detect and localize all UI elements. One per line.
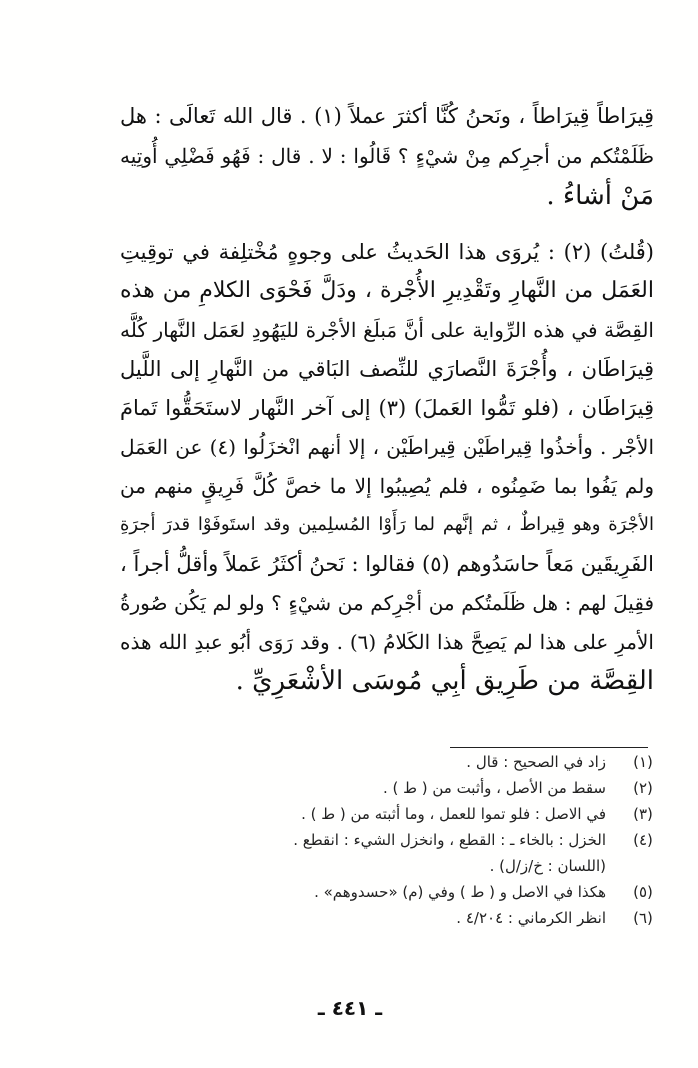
text-line: الأمرِ على هذا لم يَصِحَّ هذا الكَلامُ (٦) . وقد رَوَى أبُو عبدِ الله هذه [120,630,654,654]
footnote-text: سقط من الأصل ، وأثبت من ( ط ) . [382,779,606,797]
text-line: القِصَّة من طَرِيق أبِي مُوسَى الأشْعَرِيِّ . [235,666,654,696]
text-line: ظَلَمْتُكم من أجرِكم مِنْ شيْءٍ ؟ قَالُوا : لا . قال : فَهُو فَضْلِي أُوتِيه [120,144,654,168]
page-number: ـ ٤٤١ ـ [317,996,383,1020]
footnote-text: انظر الكرماني : ٤/٢٠٤ . [456,909,606,927]
text-line: فقِيلَ لهم : هل ظَلَمتُكم من أجْرِكم من شيْءٍ ؟ ولو لم يَكُن صُورةُ [120,591,654,615]
footnote-text: زاد في الصحيح : قال . [466,753,606,771]
footnote-text: الخزل : بالخاء ـ : القطع ، وانخزل الشيء : انقطع . [293,831,606,849]
text-line: الفَرِيقَين مَعاً حاسَدُوهم (٥) فقالوا : نَحنُ أكثَرُ عَملاً وأقلُّ أجراً ، [120,552,655,576]
footnote-number: (١) [633,753,653,771]
footnote-text: في الاصل : فلو تموا للعمل ، وما أثبته من ( ط ) . [301,805,606,823]
text-line: قِيرَاطَان ، وأُجْرَةَ النَّصارَي للنِّصف البَاقي من النَّهارِ إلى اللَّيل [120,357,654,381]
footnote-divider [450,747,648,748]
footnote-number: (٣) [633,805,653,823]
text-line: قِيرَاطَان ، (فلو تَمُّوا العَملَ) (٣) إلى آخر النَّهار لاستَحَقُّوا تَمامَ [120,396,655,420]
text-line: الأجْر . وأخذُوا قِيراطَيْن قِيراطَيْن ، إلا أنهم انْخزَلُوا (٤) عن العَمَل [120,435,654,459]
text-line: الأجْرَة وهو قِيراطٌ ، ثم إنَّهم لما رَأَوْا المُسلِمين وقد استَوفَوْا قدرَ أجرَةِ [120,514,654,535]
text-line: العَمَل من النَّهارِ وتَقْدِيرِ الأُجْرة ، ودَلَّ فَحْوَى الكلامِ من هذه [120,278,654,303]
footnote-number: (٥) [633,883,653,901]
footnote-text: هكذا في الاصل و ( ط ) وفي (م) «حسدوهم» . [314,883,606,901]
footnote-number: (٦) [633,909,653,927]
text-line: مَنْ أشاءُ . [546,181,654,211]
text-line: ولم يَفُوا بما ضَمِنُوه ، فلم يُصِيبُوا إلا ما خصَّ كُلَّ فَرِيقٍ منهم من [120,474,654,498]
text-line: قِيرَاطاً قِيرَاطاً ، ونَحنُ كُنَّا أكثرَ عملاً (١) . قال الله تَعالَى : هل [120,104,655,128]
text-line: (قُلتُ) (٢) : يُروَى هذا الحَديثُ على وجوهٍ مُخْتلِفة في توقِيتِ [120,240,655,264]
footnote-number: (٤) [633,831,653,849]
footnote-text: (اللسان : خ/ز/ل) . [489,857,606,875]
footnote-number: (٢) [633,779,653,797]
text-line: القِصَّة في هذه الرِّواية على أنَّ مَبلَغ الأجْرة لليَهُودِ لعَمَل النَّهار كُلَّه [120,318,654,342]
